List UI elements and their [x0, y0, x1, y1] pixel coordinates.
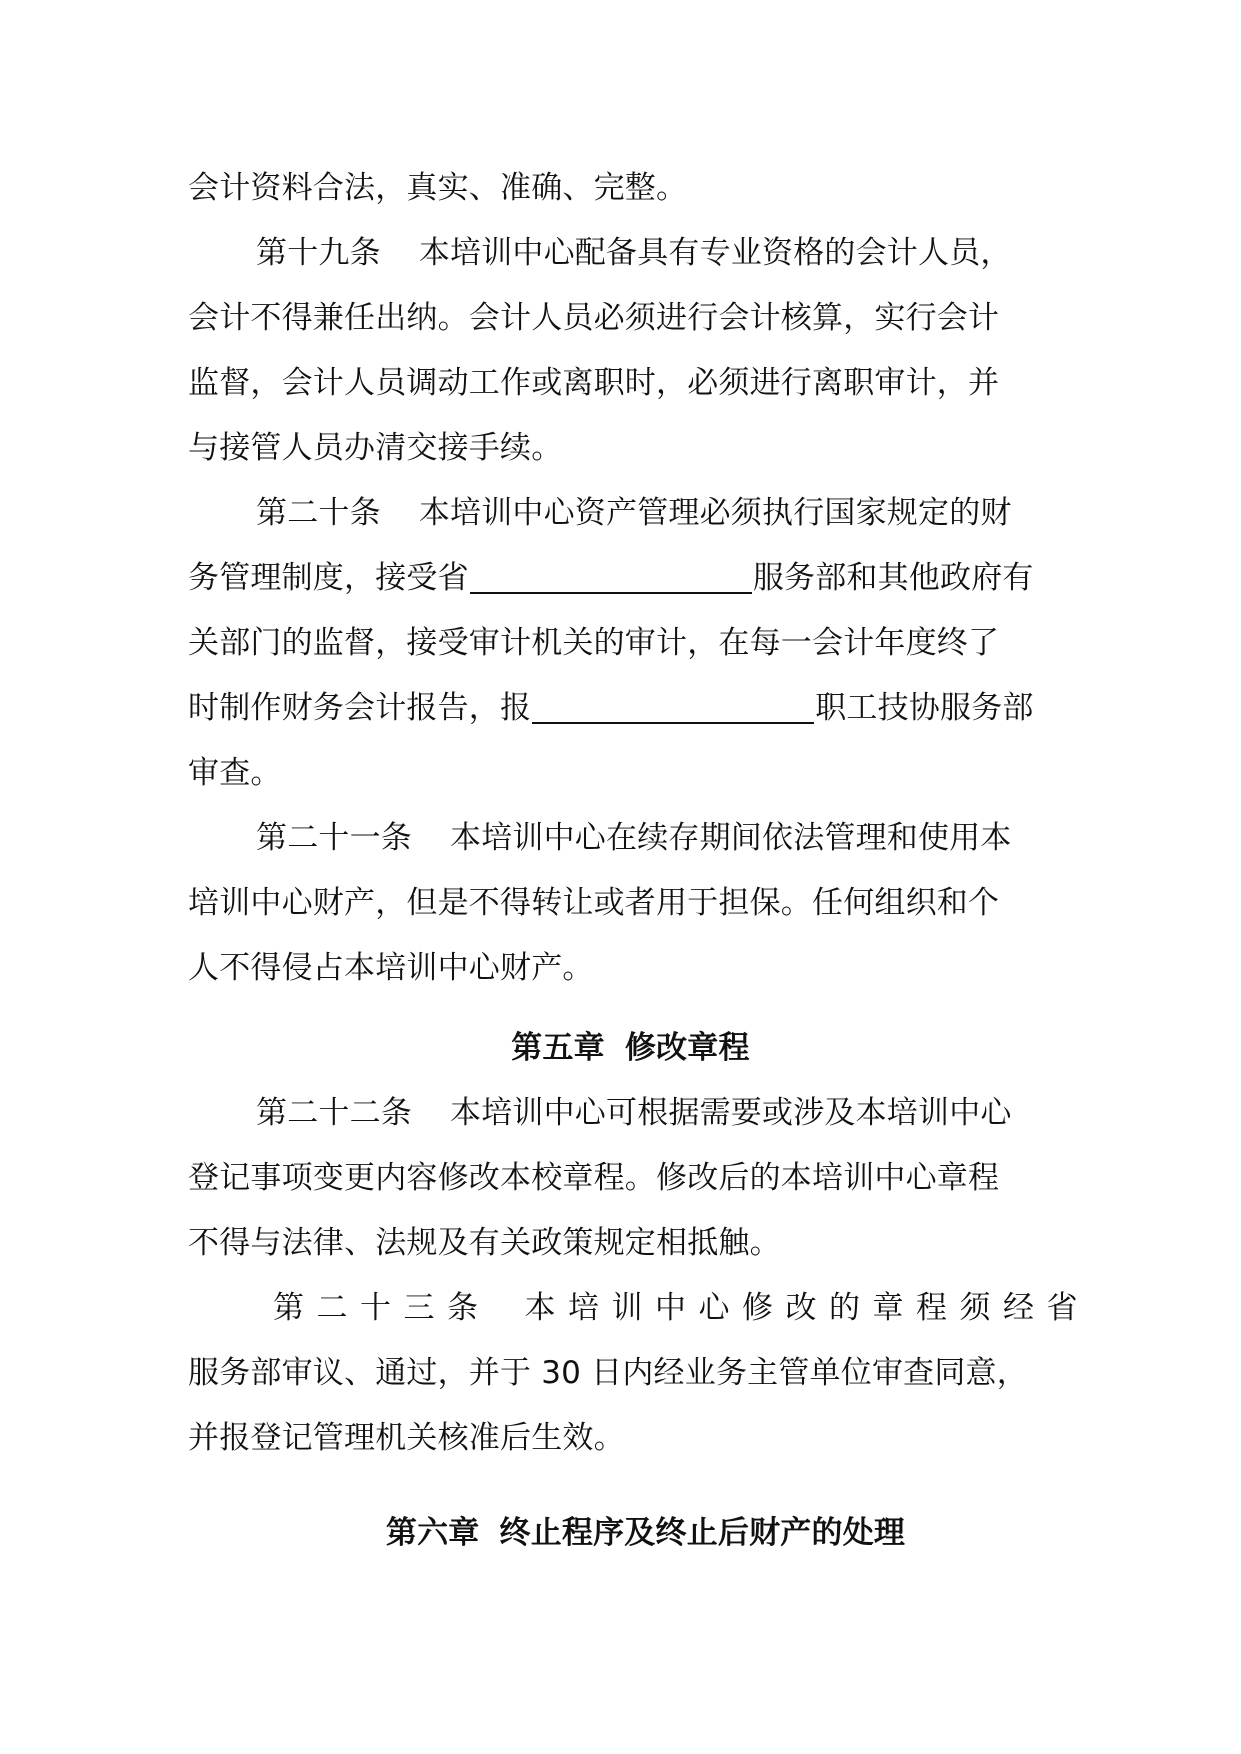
- document-body: [188, 156, 1090, 1566]
- article-20-line-3: [188, 611, 1073, 676]
- article-21-line-1: [188, 806, 1073, 871]
- paragraph-text: 与接管人员办清交接手续。: [188, 430, 563, 466]
- article-number: 第二十条: [256, 495, 381, 531]
- article-22-line-1: [188, 1081, 1073, 1146]
- article-number: 第二十三条: [273, 1290, 491, 1326]
- paragraph-text: 培训中心财产，但是不得转让或者用于担保。任何组织和个: [188, 885, 1000, 921]
- article-23-line-1: [188, 1276, 1090, 1341]
- chapter-number: 第五章: [511, 1030, 605, 1066]
- article-number: 第十九条: [256, 235, 381, 271]
- article-22-line-3: [188, 1211, 1073, 1276]
- article-20-line-4: [188, 676, 1073, 741]
- paragraph-text: 务管理制度，接受省: [188, 560, 469, 596]
- paragraph-text: 服务部和其他政府有: [752, 560, 1034, 596]
- article-19-line-3: [188, 351, 1073, 416]
- article-19-line-2: [188, 286, 1073, 351]
- text-line: [188, 156, 1073, 221]
- article-20-line-2: [188, 546, 1073, 611]
- article-21-line-2: [188, 871, 1073, 936]
- paragraph-text: 会计资料合法，真实、准确、完整。: [188, 170, 688, 206]
- article-23-line-3: [188, 1406, 1073, 1471]
- paragraph-text: 服务部审议、通过，并于 30 日内经业务主管单位审查同意，: [188, 1355, 1028, 1391]
- paragraph-text: 会计不得兼任出纳。会计人员必须进行会计核算，实行会计: [188, 300, 1000, 336]
- paragraph-text: 登记事项变更内容修改本校章程。修改后的本培训中心章程: [188, 1160, 1000, 1196]
- article-20-line-1: [188, 481, 1073, 546]
- article-number: 第二十一条: [256, 820, 412, 856]
- paragraph-text: 本培训中心修改的章程须经省: [524, 1290, 1090, 1326]
- article-23-line-2: [188, 1341, 1073, 1406]
- paragraph-text: 本培训中心资产管理必须执行国家规定的财: [418, 495, 1012, 531]
- chapter-number: 第六章: [385, 1515, 480, 1551]
- paragraph-text: 职工技协服务部: [815, 690, 1034, 726]
- fill-in-blank: [470, 558, 752, 594]
- article-number: 第二十二条: [256, 1095, 412, 1131]
- article-19-line-4: [188, 416, 1073, 481]
- chapter-5-heading: [188, 1016, 1073, 1081]
- paragraph-text: 本培训中心可根据需要或涉及本培训中心: [450, 1095, 1012, 1131]
- article-19-line-1: [188, 221, 1073, 286]
- article-20-line-5: [188, 741, 1073, 806]
- paragraph-text: 不得与法律、法规及有关政策规定相抵触。: [188, 1225, 781, 1261]
- paragraph-text: 本培训中心在续存期间依法管理和使用本: [450, 820, 1012, 856]
- paragraph-text: 并报登记管理机关核准后生效。: [188, 1420, 625, 1456]
- paragraph-text: 人不得侵占本培训中心财产。: [188, 950, 594, 986]
- chapter-title: 修改章程: [624, 1030, 750, 1066]
- fill-in-blank: [532, 688, 814, 724]
- paragraph-text: 审查。: [188, 755, 282, 791]
- chapter-6-heading: [188, 1501, 1073, 1566]
- paragraph-text: 本培训中心配备具有专业资格的会计人员，: [418, 235, 1012, 271]
- chapter-title: 终止程序及终止后财产的处理: [499, 1515, 906, 1551]
- article-22-line-2: [188, 1146, 1073, 1211]
- article-21-line-3: [188, 936, 1073, 1001]
- paragraph-text: 时制作财务会计报告，报: [188, 690, 532, 726]
- paragraph-text: 关部门的监督，接受审计机关的审计，在每一会计年度终了: [188, 625, 1000, 661]
- paragraph-text: 监督，会计人员调动工作或离职时，必须进行离职审计，并: [188, 365, 1000, 401]
